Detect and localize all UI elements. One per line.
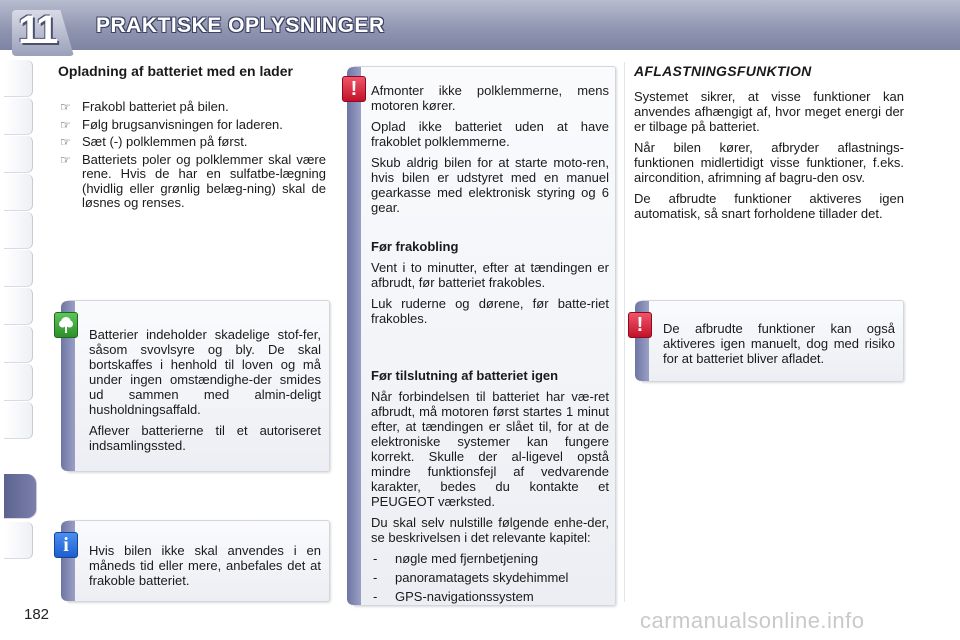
pointing-hand-icon: ☞ (60, 100, 71, 114)
paragraph: Du skal selv nulstille følgende enhe-der, se beskrivelsen i det relevante kapitel: (371, 515, 609, 545)
pointing-hand-icon: ☞ (60, 135, 71, 149)
chapter-tab-active[interactable] (4, 474, 37, 519)
list-item: ☞ Batteriets poler og polklemmer skal være rene. Hvis de har en sulfatbe-lægning (hvidlig eller grønlig belæg-ning) skal de løsnes og renses. (60, 151, 326, 210)
chapter-tab[interactable] (4, 522, 33, 559)
pointing-hand-icon: ☞ (60, 152, 71, 167)
eco-paragraph: Aflever batterierne til et autoriseret indsamlingssted. (89, 423, 321, 453)
chapter-number: 11 (18, 8, 57, 52)
warning-note-box (640, 300, 904, 382)
page-number: 182 (24, 606, 50, 623)
reset-units-list (371, 551, 609, 604)
chapter-tab[interactable] (4, 212, 33, 249)
page-title: PRAKTISKE OPLYSNINGER (96, 14, 385, 37)
exclamation-icon: ! (628, 312, 652, 338)
section-heading-load-shedding: AFLASTNINGSFUNKTION (634, 63, 812, 79)
paragraph: Luk ruderne og dørene, før batte-riet frakobles. (371, 296, 609, 326)
paragraph: Når bilen kører, afbryder aflastnings-funktionen midlertidigt visse funktioner, f.eks. aircondition, afrimning af bagru-den osv. (634, 140, 904, 185)
list-item: ☞ Sæt (-) polklemmen på først. (60, 134, 248, 149)
warning-paragraph: Afmonter ikke polklemmerne, mens motoren kører. (371, 83, 609, 113)
exclamation-icon: ! (342, 76, 366, 102)
list-item: ☞ Følg brugsanvisningen for laderen. (60, 116, 283, 132)
paragraph: De afbrudte funktioner aktiveres igen automatisk, så snart forholdene tillader det. (634, 191, 904, 221)
eco-note-box (66, 300, 330, 472)
note-accent-bar (347, 67, 361, 605)
eco-paragraph: Batterier indeholder skadelige stof-fer, såsom svovlsyre og bly. De skal bortskaffes i henhold til loven og må under ingen omstændighe-der smides ud sammen med almin-deligt husholdningsaffald. (89, 327, 321, 417)
chapter-tab[interactable] (4, 402, 33, 439)
chapter-tab[interactable] (4, 326, 33, 363)
info-note-box (66, 520, 330, 602)
chapter-tab[interactable] (4, 174, 33, 211)
warning-paragraph: Skub aldrig bilen for at starte moto-ren, hvis bilen er udstyret med en manuel gearkasse med elektronisk styring og 6 gear. (371, 155, 609, 215)
watermark-url: carmanualsonline.info (640, 608, 865, 633)
chapter-tab[interactable] (4, 250, 33, 287)
chapter-tab-strip (4, 60, 34, 580)
list-item: - nøgle med fjernbetjening (373, 551, 539, 566)
warning-paragraph: De afbrudte funktioner kan også aktiveres igen manuelt, dog med risiko for at batteriet bliver afladet. (663, 321, 895, 366)
chapter-tab[interactable] (4, 364, 33, 401)
warning-paragraph: Oplad ikke batteriet uden at have frakoblet polklemmerne. (371, 119, 609, 149)
load-shedding-text (634, 89, 904, 227)
chapter-tab[interactable] (4, 136, 33, 173)
list-item: ☞ Frakobl batteriet på bilen. (60, 99, 229, 114)
paragraph: Systemet sikrer, at visse funktioner kan anvendes afhængigt af, hvor meget energi der er tilbage på batteriet. (634, 89, 904, 134)
info-icon: i (54, 532, 78, 558)
subheading-before-reconnect: Før tilslutning af batteriet igen (371, 368, 559, 383)
chapter-tab[interactable] (4, 98, 33, 135)
chapter-tab[interactable] (4, 288, 33, 325)
subheading-before-disconnect: Før frakobling (371, 239, 459, 254)
paragraph: Vent i to minutter, efter at tændingen er afbrudt, før batteriet frakobles. (371, 260, 609, 290)
tree-icon (54, 312, 78, 338)
pointing-hand-icon: ☞ (60, 117, 71, 132)
list-item: - GPS-navigationssystem (373, 589, 534, 604)
info-paragraph: Hvis bilen ikke skal anvendes i en måneds tid eller mere, anbefales det at frakoble batteriet. (89, 543, 321, 588)
paragraph: Når forbindelsen til batteriet har væ-ret afbrudt, må motoren først startes 1 minut efter, at tændingen er slået til, for at de elektroniske systemer kan fungere korrekt. Skulle der al-ligevel opstå mindre funktionsfejl af vedvarende karakter, bedes du kontakte et PEUGEOT værksted. (371, 389, 609, 509)
tree-icon-graphic (58, 316, 74, 334)
column-divider (624, 62, 625, 602)
chapter-tab[interactable] (4, 60, 33, 97)
warning-panel (352, 66, 616, 606)
section-heading-charging: Opladning af batteriet med en lader (58, 63, 293, 79)
list-item: - panoramatagets skydehimmel (373, 570, 569, 585)
charging-steps-list (58, 100, 326, 214)
